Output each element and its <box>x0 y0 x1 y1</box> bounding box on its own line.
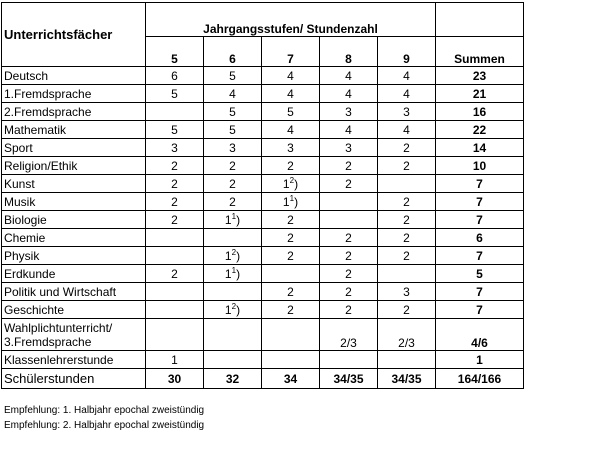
hours-cell-year-6-value: 2 <box>229 194 236 209</box>
hours-cell-year-7 <box>262 247 320 265</box>
hours-cell-year-9 <box>378 85 436 103</box>
hours-cell-year-8-value: 2 <box>345 302 352 317</box>
hours-cell-year-9 <box>378 351 436 369</box>
hours-cell-year-9-value: 2 <box>403 158 410 173</box>
hours-cell-year-6-footnote-mark: 2 <box>231 301 237 311</box>
row-sum-value: 4/6 <box>471 336 488 350</box>
subject-name <box>2 301 146 319</box>
subject-name <box>2 157 146 175</box>
row-sum-value: 7 <box>476 248 483 263</box>
hours-cell-year-8-value: 2 <box>345 230 352 245</box>
year-header-9: 9 <box>378 37 436 67</box>
hours-cell-year-9-value: 4 <box>403 68 410 83</box>
hours-cell-year-8 <box>320 319 378 351</box>
hours-cell-year-8 <box>320 193 378 211</box>
hours-cell-year-9-value: 3 <box>403 104 410 119</box>
total-cell-year-9-value: 34/35 <box>391 371 422 386</box>
hours-cell-year-8 <box>320 301 378 319</box>
hours-cell-year-7 <box>262 229 320 247</box>
row-sum <box>436 157 524 175</box>
subject-name <box>2 139 146 157</box>
hours-cell-year-7-footnote-mark: 2 <box>289 175 295 185</box>
row-sum-value: 6 <box>476 230 483 245</box>
row-sum <box>436 319 524 351</box>
hours-cell-year-8 <box>320 265 378 283</box>
row-sum <box>436 175 524 193</box>
total-cell-year-9 <box>378 369 436 389</box>
hours-cell-year-6 <box>204 247 262 265</box>
row-sum <box>436 193 524 211</box>
subject-name <box>2 247 146 265</box>
hours-cell-year-9-value: 4 <box>403 122 410 137</box>
hours-cell-year-5-value: 5 <box>171 122 178 137</box>
total-cell-year-8-value: 34/35 <box>333 371 364 386</box>
hours-cell-year-7-value: 2 <box>287 212 294 227</box>
table-row <box>2 67 524 85</box>
hours-cell-year-6-value: 1 <box>224 212 232 227</box>
subject-name <box>2 351 146 369</box>
hours-cell-year-6-footnote-mark: 2 <box>231 247 237 257</box>
hours-cell-year-6 <box>204 139 262 157</box>
hours-cell-year-5 <box>146 301 204 319</box>
subject-name <box>2 229 146 247</box>
hours-cell-year-9 <box>378 229 436 247</box>
hours-cell-year-7 <box>262 283 320 301</box>
sums-header-top <box>436 3 524 37</box>
hours-cell-year-8 <box>320 121 378 139</box>
hours-cell-year-8 <box>320 351 378 369</box>
subject-name-value: 1.Fremdsprache <box>4 86 92 101</box>
row-sum <box>436 211 524 229</box>
hours-cell-year-7-value: 4 <box>287 86 294 101</box>
hours-cell-year-5-value: 3 <box>171 140 178 155</box>
table-row <box>2 211 524 229</box>
hours-cell-year-7-value: 3 <box>287 140 294 155</box>
sums-header: Summen <box>436 37 524 67</box>
timetable <box>1 2 524 389</box>
subject-name-value: Chemie <box>4 230 46 245</box>
subject-name-value: Geschichte <box>4 302 65 317</box>
hours-cell-year-8 <box>320 157 378 175</box>
table-row <box>2 121 524 139</box>
row-sum-value: 7 <box>476 176 483 191</box>
subject-name-line-2: 3.Fremdsprache <box>4 334 92 349</box>
hours-cell-year-6 <box>204 351 262 369</box>
total-label-value: Schülerstunden <box>4 370 95 386</box>
row-sum <box>436 247 524 265</box>
hours-cell-year-6 <box>204 283 262 301</box>
row-sum-value: 1 <box>476 352 483 367</box>
row-sum <box>436 283 524 301</box>
hours-cell-year-9-value: 2/3 <box>398 336 415 350</box>
hours-cell-year-8 <box>320 139 378 157</box>
hours-cell-year-5 <box>146 85 204 103</box>
row-sum <box>436 85 524 103</box>
hours-cell-year-6-value: 1 <box>224 302 232 317</box>
hours-cell-year-7 <box>262 301 320 319</box>
hours-cell-year-7 <box>262 319 320 351</box>
hours-cell-year-6 <box>204 229 262 247</box>
hours-cell-year-9 <box>378 157 436 175</box>
hours-cell-year-8-value: 2 <box>345 248 352 263</box>
hours-cell-year-7-value: 2 <box>287 284 294 299</box>
hours-cell-year-6 <box>204 175 262 193</box>
hours-cell-year-5-value: 2 <box>171 266 178 281</box>
subject-name <box>2 265 146 283</box>
hours-cell-year-9 <box>378 211 436 229</box>
subject-name-value: Deutsch <box>4 68 49 83</box>
hours-cell-year-9 <box>378 247 436 265</box>
row-sum-value: 7 <box>476 284 483 299</box>
hours-cell-year-7-value: 1 <box>282 194 290 209</box>
subject-name <box>2 103 146 121</box>
subject-name-value: Sport <box>4 140 33 155</box>
hours-cell-year-6 <box>204 319 262 351</box>
hours-cell-year-8-value: 4 <box>345 122 352 137</box>
hours-cell-year-8-value: 2 <box>345 158 352 173</box>
hours-cell-year-9-value: 2 <box>403 194 410 209</box>
hours-cell-year-9 <box>378 265 436 283</box>
hours-cell-year-6-value: 1 <box>224 248 232 263</box>
hours-cell-year-9-value: 2 <box>403 302 410 317</box>
hours-cell-year-6-paren: ) <box>236 266 241 281</box>
subject-name-value: Kunst <box>4 176 35 191</box>
hours-cell-year-9-value: 2 <box>403 248 410 263</box>
hours-cell-year-7-paren: ) <box>294 194 299 209</box>
hours-cell-year-6-footnote-mark: 1 <box>231 211 237 221</box>
subject-name-value: Mathematik <box>4 122 67 137</box>
hours-cell-year-5 <box>146 283 204 301</box>
hours-cell-year-8 <box>320 247 378 265</box>
hours-cell-year-5-value: 1 <box>171 352 178 367</box>
hours-cell-year-9-value: 2 <box>403 140 410 155</box>
hours-cell-year-9 <box>378 319 436 351</box>
hours-cell-year-9 <box>378 193 436 211</box>
hours-cell-year-8 <box>320 229 378 247</box>
hours-cell-year-5 <box>146 211 204 229</box>
hours-cell-year-7 <box>262 175 320 193</box>
subject-name-value: Biologie <box>4 212 47 227</box>
hours-cell-year-9-value: 4 <box>403 86 410 101</box>
hours-cell-year-6-value: 5 <box>229 68 236 83</box>
row-sum <box>436 67 524 85</box>
hours-cell-year-5 <box>146 247 204 265</box>
hours-cell-year-8-value: 4 <box>345 86 352 101</box>
table-row <box>2 301 524 319</box>
hours-cell-year-7 <box>262 193 320 211</box>
row-sum-value: 5 <box>476 266 483 281</box>
hours-cell-year-8-value: 2 <box>345 266 352 281</box>
table-row <box>2 139 524 157</box>
table-row <box>2 157 524 175</box>
hours-cell-year-9 <box>378 67 436 85</box>
hours-cell-year-7-value: 2 <box>287 248 294 263</box>
row-sum-value: 22 <box>472 122 487 137</box>
hours-cell-year-6-paren: ) <box>236 212 241 227</box>
subject-name <box>2 193 146 211</box>
hours-cell-year-6-value: 2 <box>229 158 236 173</box>
subject-name-value: 2.Fremdsprache <box>4 104 92 119</box>
hours-cell-year-8 <box>320 103 378 121</box>
hours-cell-year-5 <box>146 265 204 283</box>
hours-cell-year-7 <box>262 67 320 85</box>
hours-cell-year-6-value: 5 <box>229 104 236 119</box>
subject-name-value: Erdkunde <box>4 266 56 281</box>
total-label <box>2 369 146 389</box>
year-header-6: 6 <box>204 37 262 67</box>
row-sum-value: 14 <box>472 140 487 155</box>
hours-cell-year-7 <box>262 265 320 283</box>
hours-cell-year-7 <box>262 139 320 157</box>
subject-name <box>2 283 146 301</box>
row-sum <box>436 301 524 319</box>
hours-cell-year-7-footnote-mark: 1 <box>289 193 295 203</box>
subjects-header: Unterrichtsfächer <box>2 3 146 67</box>
hours-cell-year-5 <box>146 193 204 211</box>
hours-cell-year-6-value: 4 <box>229 86 236 101</box>
grand-total <box>436 369 524 389</box>
table-row <box>2 283 524 301</box>
table-row <box>2 85 524 103</box>
year-header-7: 7 <box>262 37 320 67</box>
table-row-wahlpflicht <box>2 319 524 351</box>
row-sum <box>436 103 524 121</box>
hours-cell-year-5 <box>146 121 204 139</box>
hours-cell-year-6 <box>204 85 262 103</box>
hours-cell-year-7-value: 2 <box>287 230 294 245</box>
subject-name-value: Religion/Ethik <box>4 158 78 173</box>
table-row <box>2 247 524 265</box>
hours-cell-year-7 <box>262 103 320 121</box>
row-sum <box>436 351 524 369</box>
hours-cell-year-7 <box>262 85 320 103</box>
hours-cell-year-7-value: 4 <box>287 68 294 83</box>
hours-cell-year-7 <box>262 157 320 175</box>
subject-name-line-1: Wahlplichtunterricht/ <box>4 320 113 335</box>
table-row <box>2 265 524 283</box>
hours-cell-year-7 <box>262 121 320 139</box>
hours-cell-year-6 <box>204 193 262 211</box>
row-sum-value: 7 <box>476 212 483 227</box>
row-sum-value: 7 <box>476 194 483 209</box>
hours-cell-year-6-value: 2 <box>229 176 236 191</box>
hours-cell-year-5 <box>146 175 204 193</box>
hours-cell-year-8 <box>320 211 378 229</box>
row-sum-value: 23 <box>472 68 487 83</box>
subject-name-value: Physik <box>4 248 40 263</box>
hours-cell-year-9 <box>378 301 436 319</box>
hours-cell-year-5-value: 2 <box>171 176 178 191</box>
hours-cell-year-8-value: 2 <box>345 176 352 191</box>
subject-name <box>2 211 146 229</box>
footnote-2: Empfehlung: 2. Halbjahr epochal zweistündig <box>4 420 205 431</box>
hours-cell-year-5-value: 2 <box>171 194 178 209</box>
hours-cell-year-6-value: 5 <box>229 122 236 137</box>
total-cell-year-6-value: 32 <box>225 371 240 386</box>
subject-name <box>2 67 146 85</box>
hours-cell-year-6 <box>204 265 262 283</box>
hours-cell-year-8 <box>320 283 378 301</box>
hours-cell-year-5 <box>146 229 204 247</box>
row-sum-value: 7 <box>476 302 483 317</box>
table-row <box>2 193 524 211</box>
subject-name-value: Klassenlehrerstunde <box>4 352 114 367</box>
total-cell-year-6 <box>204 369 262 389</box>
row-sum-value: 10 <box>472 158 487 173</box>
hours-cell-year-6 <box>204 121 262 139</box>
hours-cell-year-6 <box>204 301 262 319</box>
hours-cell-year-6-paren: ) <box>236 302 241 317</box>
total-cell-year-5 <box>146 369 204 389</box>
table-row <box>2 229 524 247</box>
hours-cell-year-9 <box>378 283 436 301</box>
row-sum <box>436 121 524 139</box>
hours-cell-year-5-value: 2 <box>171 158 178 173</box>
hours-cell-year-7-paren: ) <box>294 176 299 191</box>
hours-cell-year-6-value: 1 <box>224 266 232 281</box>
hours-cell-year-8-value: 3 <box>345 140 352 155</box>
hours-cell-year-9 <box>378 103 436 121</box>
hours-cell-year-5 <box>146 67 204 85</box>
hours-cell-year-8 <box>320 67 378 85</box>
table-row <box>2 103 524 121</box>
row-sum <box>436 265 524 283</box>
hours-cell-year-6-value: 3 <box>229 140 236 155</box>
year-header-8: 8 <box>320 37 378 67</box>
table-row-total <box>2 369 524 389</box>
hours-cell-year-5 <box>146 319 204 351</box>
row-sum <box>436 229 524 247</box>
hours-cell-year-9-value: 3 <box>403 284 410 299</box>
hours-cell-year-5-value: 5 <box>171 86 178 101</box>
hours-cell-year-6 <box>204 211 262 229</box>
hours-cell-year-8-value: 3 <box>345 104 352 119</box>
total-cell-year-7-value: 34 <box>283 371 298 386</box>
hours-cell-year-5-value: 2 <box>171 212 178 227</box>
subject-name <box>2 85 146 103</box>
hours-cell-year-6 <box>204 157 262 175</box>
hours-cell-year-7 <box>262 211 320 229</box>
hours-cell-year-7-value: 2 <box>287 302 294 317</box>
subject-name-value: Musik <box>4 194 36 209</box>
hours-cell-year-8 <box>320 85 378 103</box>
hours-cell-year-7 <box>262 351 320 369</box>
row-sum-value: 16 <box>472 104 487 119</box>
hours-cell-year-8 <box>320 175 378 193</box>
hours-cell-year-7-value: 5 <box>287 104 294 119</box>
hours-cell-year-6 <box>204 103 262 121</box>
subject-name <box>2 121 146 139</box>
hours-cell-year-5 <box>146 351 204 369</box>
total-cell-year-8 <box>320 369 378 389</box>
header-row-top <box>2 3 524 37</box>
hours-cell-year-6-paren: ) <box>236 248 241 263</box>
year-group-header: Jahrgangsstufen/ Stundenzahl <box>146 3 436 37</box>
hours-cell-year-5 <box>146 103 204 121</box>
hours-cell-year-5 <box>146 157 204 175</box>
hours-cell-year-8-value: 4 <box>345 68 352 83</box>
subject-name <box>2 319 146 351</box>
hours-cell-year-9 <box>378 175 436 193</box>
grand-total-value: 164/166 <box>457 371 502 386</box>
hours-cell-year-6 <box>204 67 262 85</box>
footnote-1: Empfehlung: 1. Halbjahr epochal zweistündig <box>4 405 205 416</box>
total-cell-year-5-value: 30 <box>167 371 182 386</box>
hours-cell-year-8-value: 2 <box>345 284 352 299</box>
hours-cell-year-8-value: 2/3 <box>340 336 357 350</box>
hours-cell-year-9-value: 2 <box>403 212 410 227</box>
table-row <box>2 175 524 193</box>
row-sum-value: 21 <box>472 86 487 101</box>
year-header-5: 5 <box>146 37 204 67</box>
row-sum <box>436 139 524 157</box>
hours-cell-year-7-value: 4 <box>287 122 294 137</box>
hours-cell-year-9-value: 2 <box>403 230 410 245</box>
hours-cell-year-6-footnote-mark: 1 <box>231 265 237 275</box>
table-row-klassenlehrerstunde <box>2 351 524 369</box>
total-cell-year-7 <box>262 369 320 389</box>
hours-cell-year-7-value: 1 <box>282 176 290 191</box>
subject-name <box>2 175 146 193</box>
hours-cell-year-5-value: 6 <box>171 68 178 83</box>
hours-cell-year-7-value: 2 <box>287 158 294 173</box>
hours-cell-year-9 <box>378 121 436 139</box>
subject-name-value: Politik und Wirtschaft <box>4 284 117 299</box>
hours-cell-year-9 <box>378 139 436 157</box>
hours-cell-year-5 <box>146 139 204 157</box>
